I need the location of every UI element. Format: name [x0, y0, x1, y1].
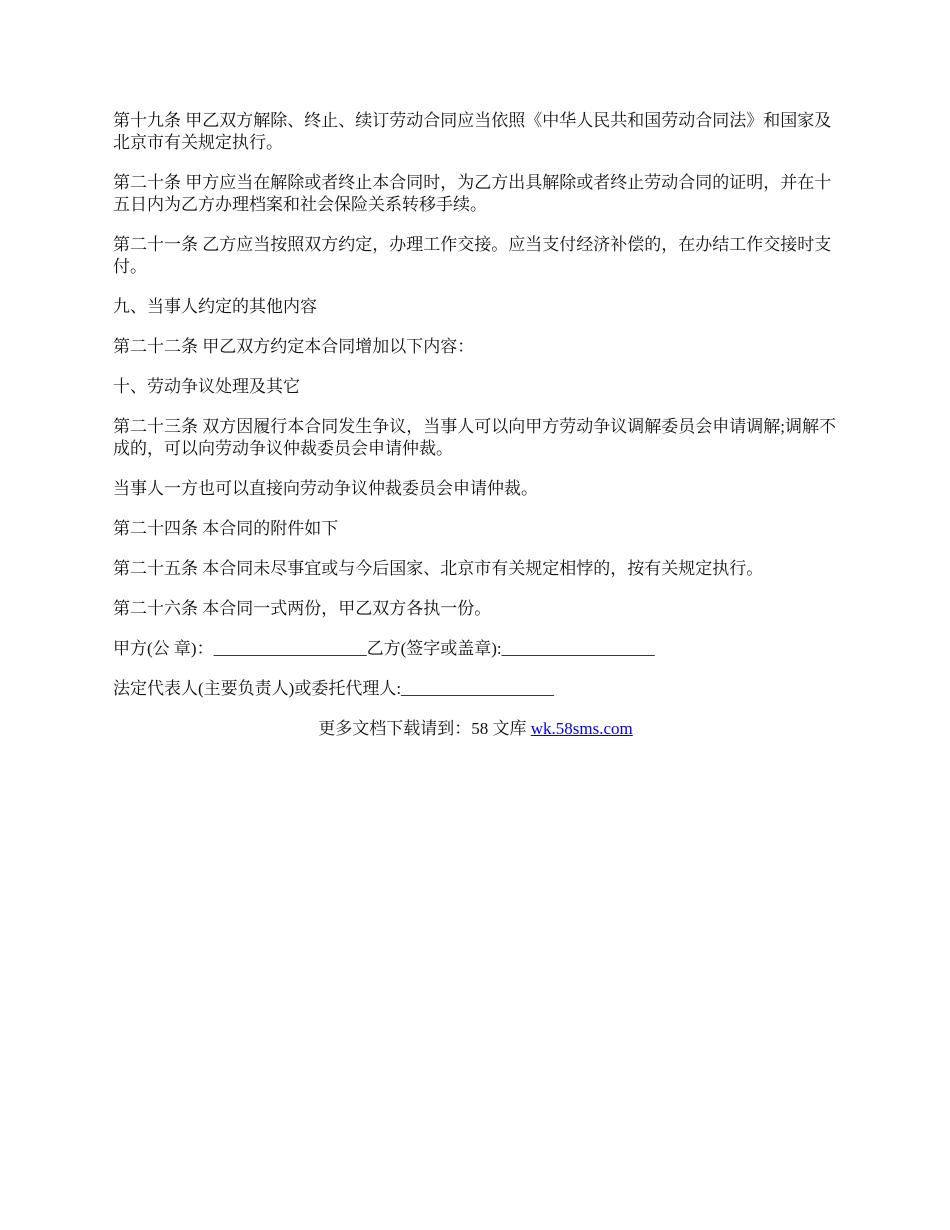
clause-20: 第二十条 甲方应当在解除或者终止本合同时，为乙方出具解除或者终止劳动合同的证明，并在十五日内为乙方办理档案和社会保险关系转移手续。: [113, 173, 832, 214]
clause-24: 第二十四条 本合同的附件如下: [113, 519, 339, 538]
footer-link[interactable]: wk.58sms.com: [530, 719, 633, 738]
section-10-heading: 十、劳动争议处理及其它: [113, 377, 300, 396]
clause-26: 第二十六条 本合同一式两份，甲乙双方各执一份。: [113, 599, 492, 618]
clause-25: 第二十五条 本合同未尽事宜或与今后国家、北京市有关规定相悖的，按有关规定执行。: [113, 559, 764, 578]
clause-23-continued: 当事人一方也可以直接向劳动争议仲裁委员会申请仲裁。: [113, 479, 538, 498]
signature-line-parties: 甲方(公 章)：__________________乙方(签字或盖章):__________________: [113, 639, 655, 658]
document-page: [113, 110, 838, 740]
clause-22: 第二十二条 甲乙双方约定本合同增加以下内容：: [113, 337, 475, 356]
clause-19: 第十九条 甲乙双方解除、终止、续订劳动合同应当依照《中华人民共和国劳动合同法》和国家及北京市有关规定执行。: [113, 111, 832, 152]
clause-21: 第二十一条 乙方应当按照双方约定，办理工作交接。应当支付经济补偿的，在办结工作交接时支付。: [113, 235, 832, 276]
footer-note: [113, 718, 838, 740]
footer-text: 更多文档下载请到：58 文库: [318, 719, 531, 738]
signature-line-representative: 法定代表人(主要负责人)或委托代理人:__________________: [113, 679, 555, 698]
section-9-heading: 九、当事人约定的其他内容: [113, 297, 317, 316]
clause-23: 第二十三条 双方因履行本合同发生争议，当事人可以向甲方劳动争议调解委员会申请调解;调解不成的，可以向劳动争议仲裁委员会申请仲裁。: [113, 417, 836, 458]
